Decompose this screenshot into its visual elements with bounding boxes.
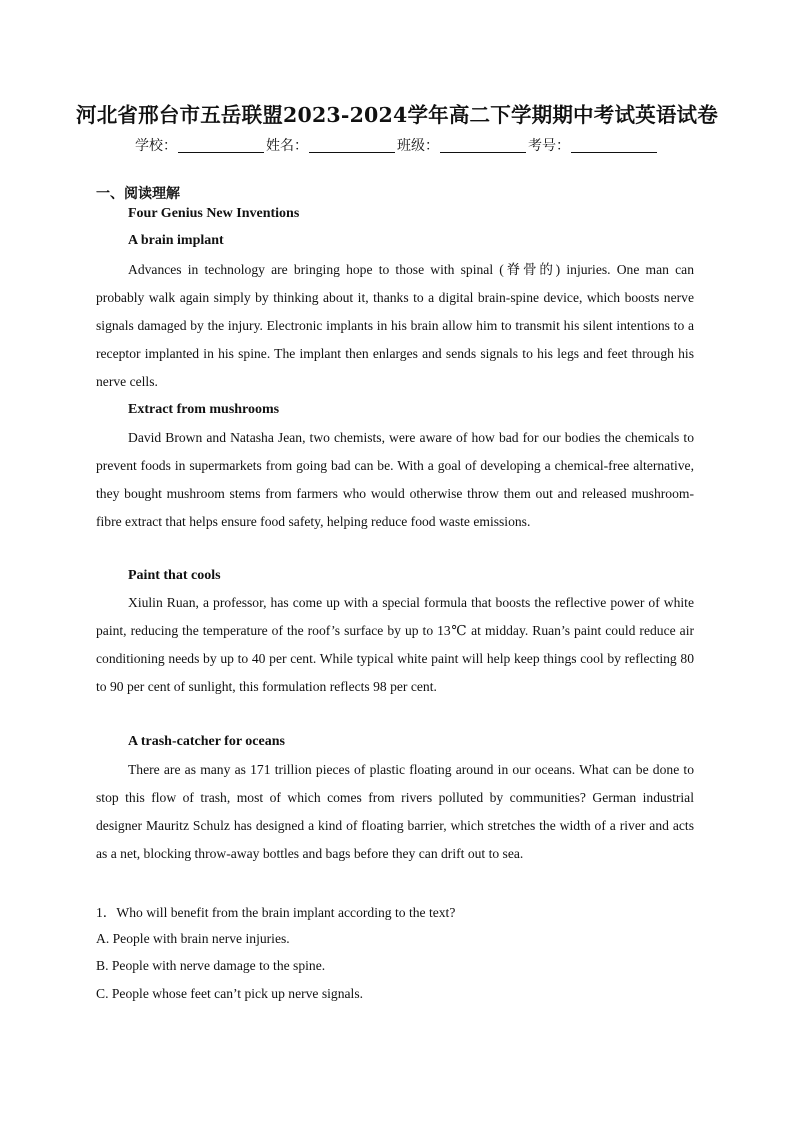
item-heading-trash-catcher: A trash-catcher for oceans (128, 734, 285, 749)
item-heading-mushroom-extract: Extract from mushrooms (128, 402, 280, 417)
number-label: 考号： (528, 138, 570, 154)
item-text-brain-implant: Advances in technology are bringing hope to those with spinal (脊骨的) injuries. One man can probably walk again simply by thinking about it, thanks to a digital brain-spine device, which boosts nerve signals damaged by the injury. Electronic implants in his brain allow him to transmit his silent intentions to a receptor implanted in his spine. The implant then enlarges and sends signals to his legs and feet through his nerve cells. (96, 262, 694, 389)
question-1-option-b[interactable]: B. People with nerve damage to the spine. (96, 958, 326, 973)
exam-title: 河北省邢台市五岳联盟2023-2024学年高二下学期期中考试英语试卷 (76, 103, 718, 127)
question-1-option-c[interactable]: C. People whose feet can’t pick up nerve signals. (96, 986, 364, 1001)
item-heading-cooling-paint: Paint that cools (128, 568, 221, 583)
section-heading: 一、阅读理解 (96, 186, 180, 202)
class-label: 班级： (397, 138, 439, 154)
name-label: 姓名： (266, 138, 308, 154)
school-blank[interactable] (178, 138, 264, 153)
item-heading-brain-implant: A brain implant (128, 233, 224, 248)
question-1-stem: 1．Who will benefit from the brain implant according to the text? (96, 905, 456, 920)
student-info-line (0, 135, 794, 155)
item-text-trash-catcher: There are as many as 171 trillion pieces of plastic floating around in our oceans. What can be done to stop this flow of trash, most of which comes from rivers polluted by communities? German industrial designer Mauritz Schulz has designed a kind of floating barrier, which stretches the width of a river and acts as a net, blocking throw-away bottles and bags before they can drift out to sea. (96, 762, 694, 861)
item-text-mushroom-extract: David Brown and Natasha Jean, two chemists, were aware of how bad for our bodies the chemicals to prevent foods in supermarkets from going bad can be. With a goal of developing a chemical-free alternative, they bought mushroom stems from farmers who would otherwise throw them out and released mushroom-fibre extract that helps ensure food safety, helping reduce food waste emissions. (96, 430, 694, 529)
number-blank[interactable] (571, 138, 657, 153)
school-label: 学校： (135, 138, 177, 154)
question-1-option-a[interactable]: A. People with brain nerve injuries. (96, 931, 290, 946)
item-text-cooling-paint: Xiulin Ruan, a professor, has come up with a special formula that boosts the reflective power of white paint, reducing the temperature of the roof’s surface by up to 13℃ at midday. Ruan’s paint could reduce air conditioning needs by up to 40 per cent. While typical white paint will help keep things cool by reflecting 80 to 90 per cent of sunlight, this formulation reflects 98 per cent. (96, 595, 694, 694)
class-blank[interactable] (440, 138, 526, 153)
name-blank[interactable] (309, 138, 395, 153)
passage-title: Four Genius New Inventions (128, 206, 300, 221)
